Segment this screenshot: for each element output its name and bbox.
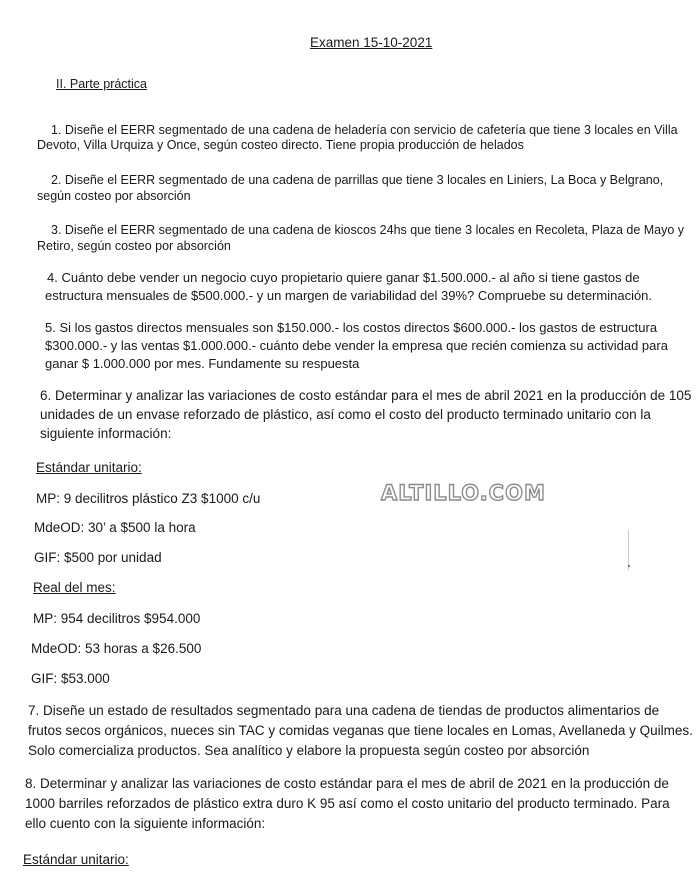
scan-edge-line — [628, 530, 629, 570]
actual-mp: MP: 954 decilitros $954.000 — [33, 611, 201, 626]
question-6-line-3: siguiente información: — [40, 426, 172, 441]
question-4-line-2: estructura mensuales de $500.000.- y un margen de variabilidad del 39%? Compruebe su determinación. — [45, 288, 653, 303]
actual-heading: Real del mes: — [33, 580, 116, 595]
question-8-line-2: 1000 barriles reforzados de plástico extra duro K 95 así como el costo unitario del producto terminado. Para — [25, 796, 670, 811]
scan-speck — [628, 565, 630, 567]
question-2-line-2: según costeo por absorción — [37, 189, 191, 203]
question-8-line-1: 8. Determinar y analizar las variaciones de costo estándar para el mes de abril de 2021 en la producción de — [25, 776, 669, 791]
question-6-line-1: 6. Determinar y analizar las variaciones de costo estándar para el mes de abril 2021 en la producción de 105 — [40, 388, 692, 403]
question-1-line-2: Devoto, Villa Urquiza y Once, según costeo directo. Tiene propia producción de helados — [37, 138, 524, 152]
question-5-line-3: ganar $ 1.000.000 por mes. Fundamente su respuesta — [45, 356, 360, 371]
question-2-line-1: 2. Diseñe el EERR segmentado de una cadena de parrillas que tiene 3 locales en Liniers, La Boca y Belgrano, — [51, 173, 664, 187]
question-7-line-2: frutos secos orgánicos, nueces sin TAC y comidas veganas que tiene locales en Lomas, Avellaneda y Quilmes. — [28, 723, 693, 738]
question-7-line-3: Solo comercializa productos. Sea analítico y elabore la propuesta según costeo por absorción — [28, 743, 590, 758]
question-6-line-2: unidades de un envase reforzado de plástico, así como el costo del producto terminado unitario con la — [40, 407, 651, 422]
question-5-line-2: $300.000.- y las ventas $1.000.000.- cuánto debe vender la empresa que recién comienza su actividad para — [45, 338, 668, 353]
standard-heading-2: Estándar unitario: — [23, 852, 129, 867]
question-4-line-1: 4. Cuánto debe vender un negocio cuyo propietario quiere ganar $1.500.000.- al año si tiene gastos de — [47, 270, 640, 285]
question-7-line-1: 7. Diseñe un estado de resultados segmentado para una cadena de tiendas de productos alimentarios de — [28, 703, 660, 718]
question-5-line-1: 5. Si los gastos directos mensuales son $150.000.- los costos directos $600.000.- los gastos de estructura — [45, 320, 658, 335]
actual-mdeod: MdeOD: 53 horas a $26.500 — [31, 641, 202, 656]
standard-heading: Estándar unitario: — [36, 460, 142, 475]
question-1-line-1: 1. Diseñe el EERR segmentado de una cadena de heladería con servicio de cafetería que tiene 3 locales en Villa — [51, 123, 678, 137]
exam-title: Examen 15-10-2021 — [310, 35, 433, 50]
standard-gif: GIF: $500 por unidad — [34, 550, 162, 565]
question-3-line-1: 3. Diseñe el EERR segmentado de una cadena de kioscos 24hs que tiene 3 locales en Recoleta, Plaza de Mayo y — [51, 223, 685, 237]
standard-mdeod: MdeOD: 30’ a $500 la hora — [34, 520, 196, 535]
standard-mp: MP: 9 decilitros plástico Z3 $1000 c/u — [36, 491, 261, 506]
actual-gif: GIF: $53.000 — [31, 671, 110, 686]
altillo-watermark: ALTILLO.COM — [381, 481, 546, 505]
section-title: II. Parte práctica — [56, 77, 148, 91]
question-3-line-2: Retiro, según costeo por absorción — [37, 239, 231, 253]
question-8-line-3: ello cuento con la siguiente información: — [25, 816, 266, 831]
